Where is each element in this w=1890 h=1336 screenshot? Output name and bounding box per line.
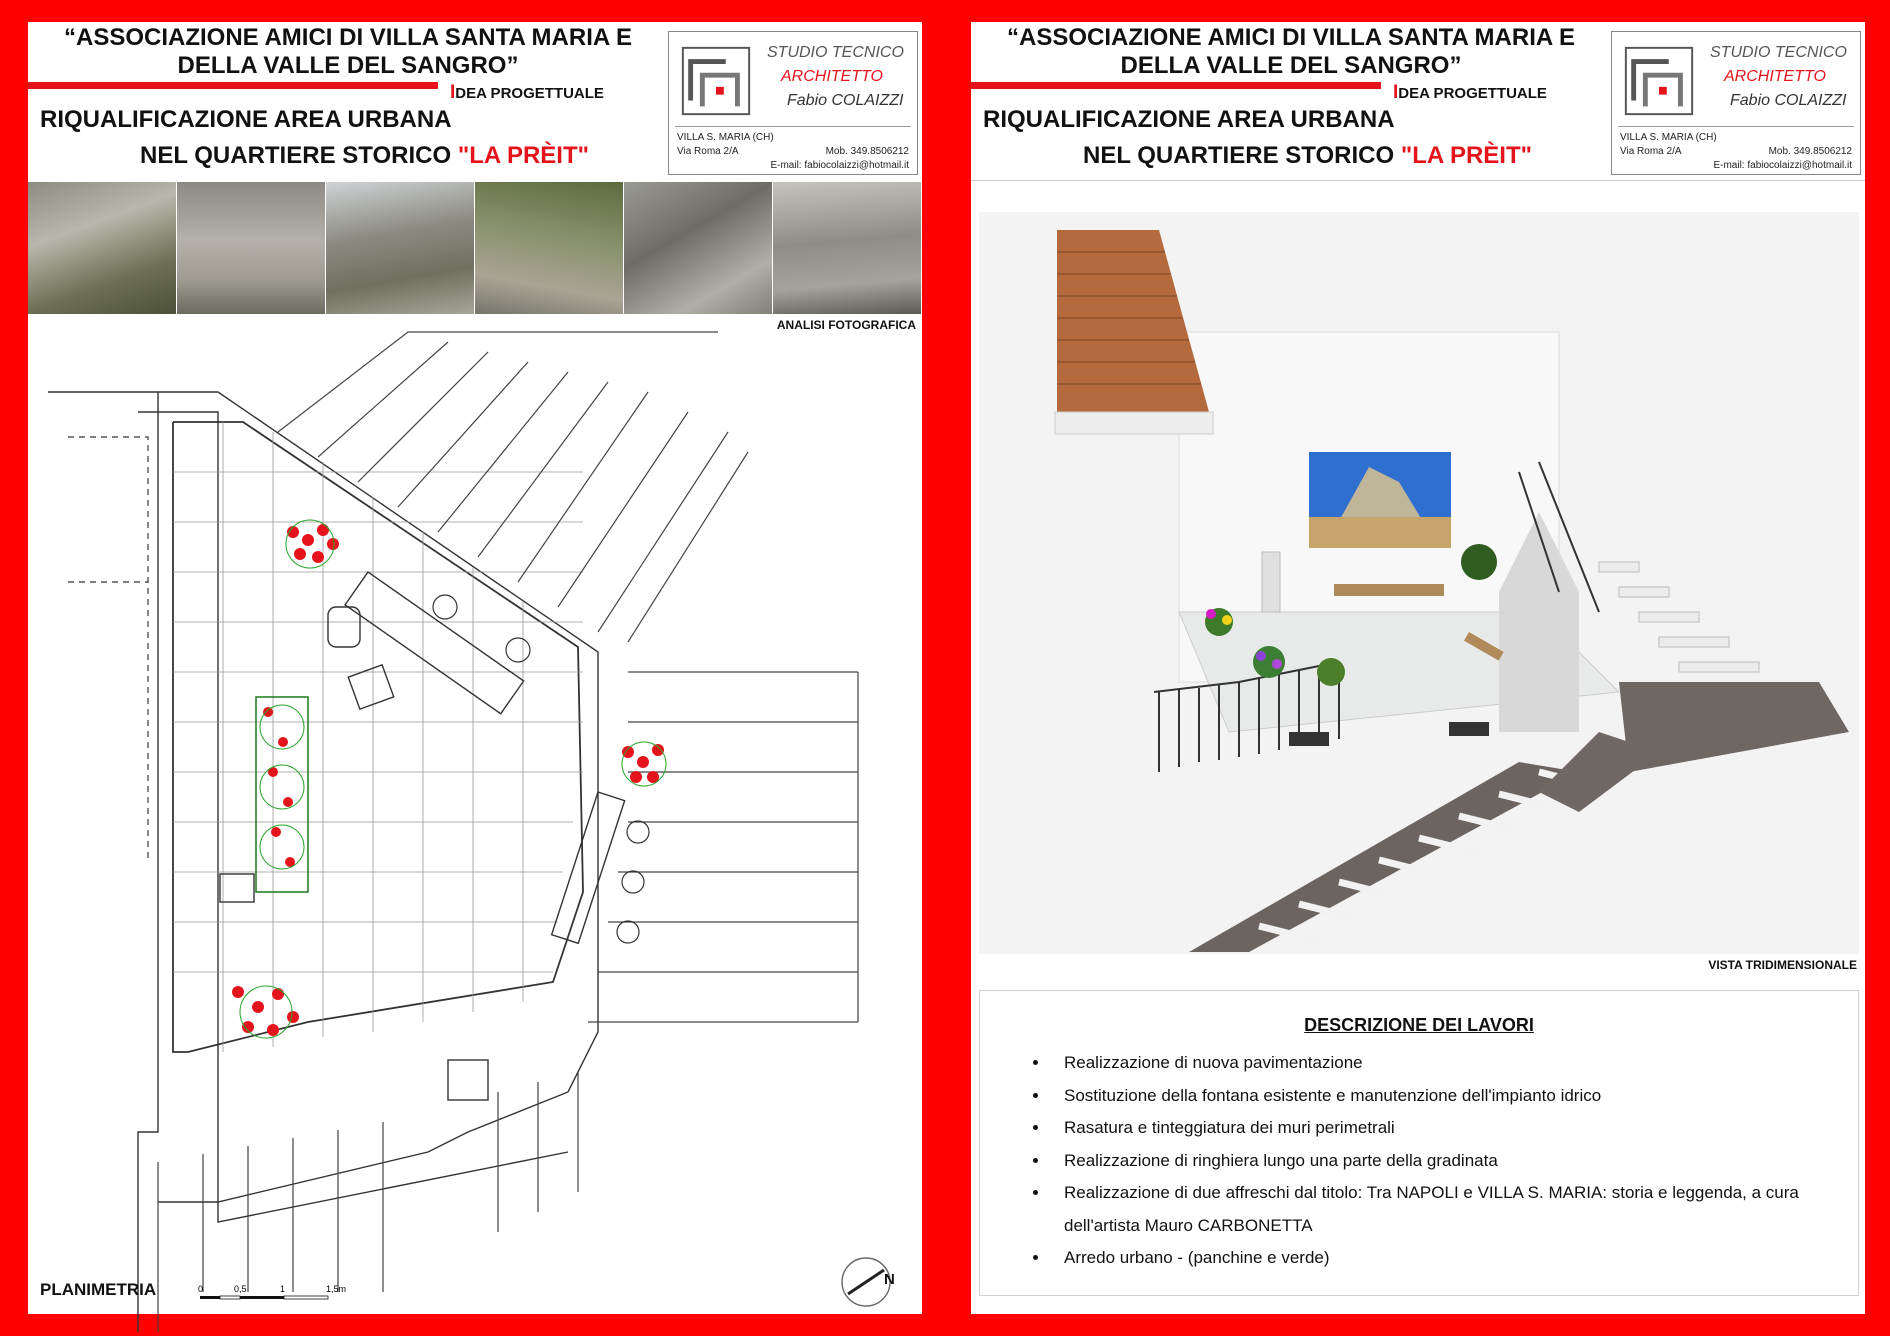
idea-initial: I (450, 82, 456, 103)
title-underline (28, 82, 438, 89)
site-photo (177, 182, 326, 314)
idea-rest: DEA PROGETTUALE (1398, 85, 1547, 102)
site-plan-drawing (28, 332, 922, 1288)
idea-label (1393, 82, 1547, 104)
description-title: DESCRIZIONE DEI LAVORI (1304, 1015, 1534, 1035)
association-title-line1: “ASSOCIAZIONE AMICI DI VILLA SANTA MARIA E (1007, 24, 1575, 51)
project-title-line2 (140, 142, 589, 170)
site-photo (475, 182, 624, 314)
title-underline (971, 82, 1381, 89)
stamp-mobile: Mob. 349.8506212 (1768, 146, 1852, 157)
stamp-address: Via Roma 2/A (1620, 146, 1682, 157)
studio-logo-icon (1620, 42, 1698, 120)
list-item: • Rasatura e tinteggiatura dei muri perimetrali (1050, 1112, 1850, 1145)
association-title (28, 24, 668, 80)
project-title-line1: RIQUALIFICAZIONE AREA URBANA (40, 106, 452, 133)
studio-stamp (1611, 31, 1861, 175)
stamp-architect: ARCHITETTO (781, 68, 883, 85)
association-title-line2: DELLA VALLE DEL SANGRO” (1120, 52, 1462, 79)
stamp-divider (675, 126, 911, 127)
list-item: • Realizzazione di nuova pavimentazione (1050, 1047, 1850, 1080)
stamp-mobile: Mob. 349.8506212 (825, 146, 909, 157)
project-title-line1: RIQUALIFICAZIONE AREA URBANA (983, 106, 1395, 133)
association-title-line2: DELLA VALLE DEL SANGRO” (177, 52, 519, 79)
stamp-studio: STUDIO TECNICO (767, 44, 904, 61)
scale-bar (198, 1282, 358, 1304)
project-title-highlight: "LA PRÈIT" (457, 142, 590, 169)
list-item: • Realizzazione di due affreschi dal titolo: Tra NAPOLI e VILLA S. MARIA: storia e leggenda, a cura dell'artista Mauro CARBONETTA (1050, 1177, 1850, 1242)
photo-analysis-caption: ANALISI FOTOGRAFICA (776, 318, 916, 332)
project-title-highlight: "LA PRÈIT" (1400, 142, 1533, 169)
scale-tick: 0,5 (234, 1284, 247, 1294)
idea-label (450, 82, 604, 104)
site-photo (624, 182, 773, 314)
association-title-line1: “ASSOCIAZIONE AMICI DI VILLA SANTA MARIA E (64, 24, 632, 51)
site-photo (326, 182, 475, 314)
stamp-name: Fabio COLAIZZI (1730, 92, 1847, 109)
stamp-divider (1618, 126, 1854, 127)
plan-caption: PLANIMETRIA (40, 1280, 157, 1299)
list-item: • Sostituzione della fontana esistente e manutenzione dell'impianto idrico (1050, 1080, 1850, 1113)
project-title-prefix: NEL QUARTIERE STORICO (1083, 142, 1401, 169)
idea-rest: DEA PROGETTUALE (455, 85, 604, 102)
stamp-address: Via Roma 2/A (677, 146, 739, 157)
site-photo (773, 182, 922, 314)
association-title (971, 24, 1611, 80)
scale-tick: 1,5m (326, 1284, 347, 1294)
list-item: • Realizzazione di ringhiera lungo una parte della gradinata (1050, 1145, 1850, 1178)
photo-strip (28, 182, 922, 314)
render-illustration (979, 212, 1859, 954)
scale-tick: 1 (280, 1284, 286, 1294)
scale-tick: 0 (198, 1284, 204, 1294)
works-description (979, 990, 1859, 1296)
site-photo (28, 182, 177, 314)
stamp-architect: ARCHITETTO (1724, 68, 1826, 85)
stamp-city: VILLA S. MARIA (CH) (677, 132, 774, 143)
stamp-email: E-mail: fabiocolaizzi@hotmail.it (1713, 160, 1852, 171)
project-title-prefix: NEL QUARTIERE STORICO (140, 142, 458, 169)
idea-initial: I (1393, 82, 1399, 103)
north-label: N (884, 1271, 895, 1288)
3d-render (979, 212, 1859, 954)
header-divider (971, 180, 1865, 181)
stamp-name: Fabio COLAIZZI (787, 92, 904, 109)
right-sheet (971, 22, 1865, 1314)
list-item: • Arredo urbano - (panchine e verde) (1050, 1242, 1850, 1275)
works-list (1028, 1047, 1850, 1275)
render-caption: VISTA TRIDIMENSIONALE (1708, 958, 1857, 972)
studio-logo-icon (677, 42, 755, 120)
stamp-city: VILLA S. MARIA (CH) (1620, 132, 1717, 143)
project-title-line2 (1083, 142, 1532, 170)
studio-stamp (668, 31, 918, 175)
stamp-studio: STUDIO TECNICO (1710, 44, 1847, 61)
stamp-email: E-mail: fabiocolaizzi@hotmail.it (770, 160, 909, 171)
left-sheet (28, 22, 922, 1314)
